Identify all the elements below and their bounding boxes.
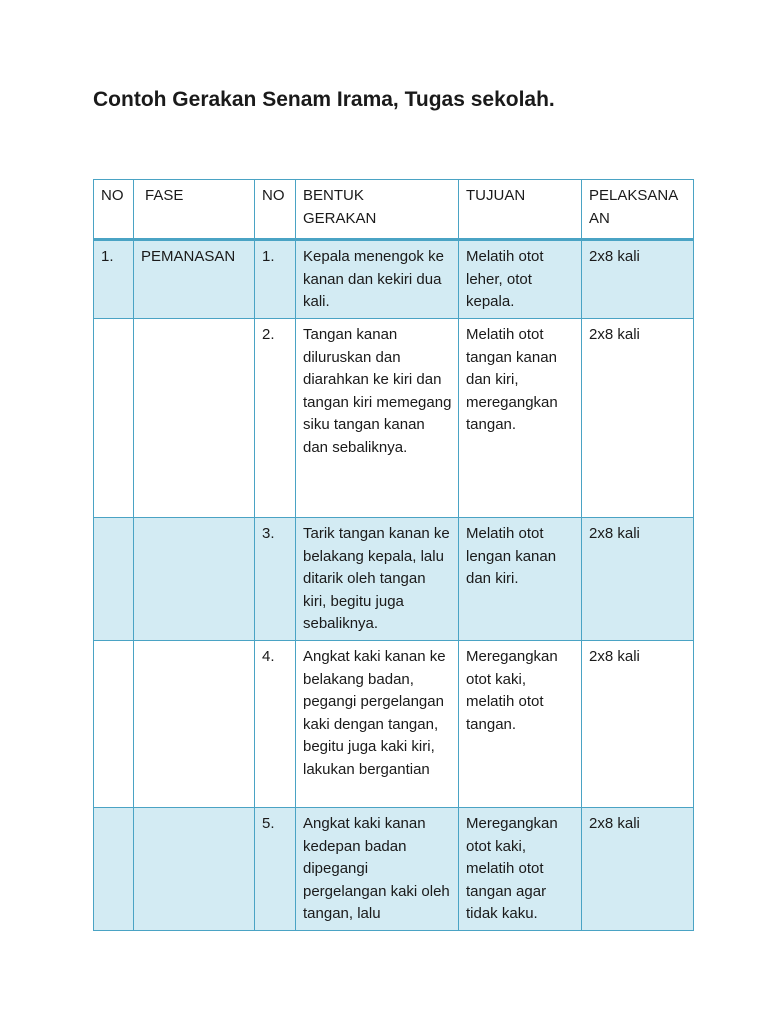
cell-pelaksanaan: 2x8 kali [582,808,694,931]
cell-tujuan: Meregangkan otot kaki, melatih otot tangan. [459,641,582,808]
cell-tujuan: Melatih otot tangan kanan dan kiri, meregangkan tangan. [459,319,582,518]
table-header-row [94,180,694,240]
cell-sub-no: 5. [255,808,296,931]
header-tujuan: TUJUAN [459,180,582,240]
cell-pelaksanaan: 2x8 kali [582,641,694,808]
header-sub-no: NO [255,180,296,240]
cell-pelaksanaan: 2x8 kali [582,518,694,641]
cell-bentuk: Angkat kaki kanan kedepan badan dipegangi pergelangan kaki oleh tangan, lalu [296,808,459,931]
cell-sub-no: 2. [255,319,296,518]
cell-fase: PEMANASAN [134,240,255,319]
header-pelaksanaan: PELAKSANAAN [582,180,694,240]
header-bentuk-gerakan [296,180,459,240]
cell-pelaksanaan: 2x8 kali [582,319,694,518]
cell-no [94,319,134,518]
cell-fase [134,319,255,518]
table-row [94,641,694,808]
header-bentuk-line1: BENTUK [303,187,364,204]
exercise-table [93,179,694,931]
cell-fase [134,808,255,931]
table-row [94,808,694,931]
table-row [94,319,694,518]
cell-bentuk: Tarik tangan kanan ke belakang kepala, lalu ditarik oleh tangan kiri, begitu juga sebaliknya. [296,518,459,641]
cell-fase [134,641,255,808]
cell-sub-no: 1. [255,240,296,319]
cell-no [94,518,134,641]
cell-pelaksanaan: 2x8 kali [582,240,694,319]
cell-sub-no: 3. [255,518,296,641]
header-fase: FASE [134,180,255,240]
table-row [94,240,694,319]
cell-fase [134,518,255,641]
cell-bentuk: Kepala menengok ke kanan dan kekiri dua kali. [296,240,459,319]
cell-tujuan: Meregangkan otot kaki, melatih otot tangan agar tidak kaku. [459,808,582,931]
document-title: Contoh Gerakan Senam Irama, Tugas sekolah. [93,88,555,111]
table-row [94,518,694,641]
cell-no [94,808,134,931]
cell-bentuk: Angkat kaki kanan ke belakang badan, pegangi pergelangan kaki dengan tangan, begitu juga kaki kiri, lakukan bergantian [296,641,459,808]
cell-bentuk: Tangan kanan diluruskan dan diarahkan ke kiri dan tangan kiri memegang siku tangan kanan dan sebaliknya. [296,319,459,518]
cell-no: 1. [94,240,134,319]
header-no: NO [94,180,134,240]
cell-sub-no: 4. [255,641,296,808]
cell-no [94,641,134,808]
header-bentuk-line2: GERAKAN [303,209,377,227]
cell-tujuan: Melatih otot lengan kanan dan kiri. [459,518,582,641]
cell-tujuan: Melatih otot leher, otot kepala. [459,240,582,319]
